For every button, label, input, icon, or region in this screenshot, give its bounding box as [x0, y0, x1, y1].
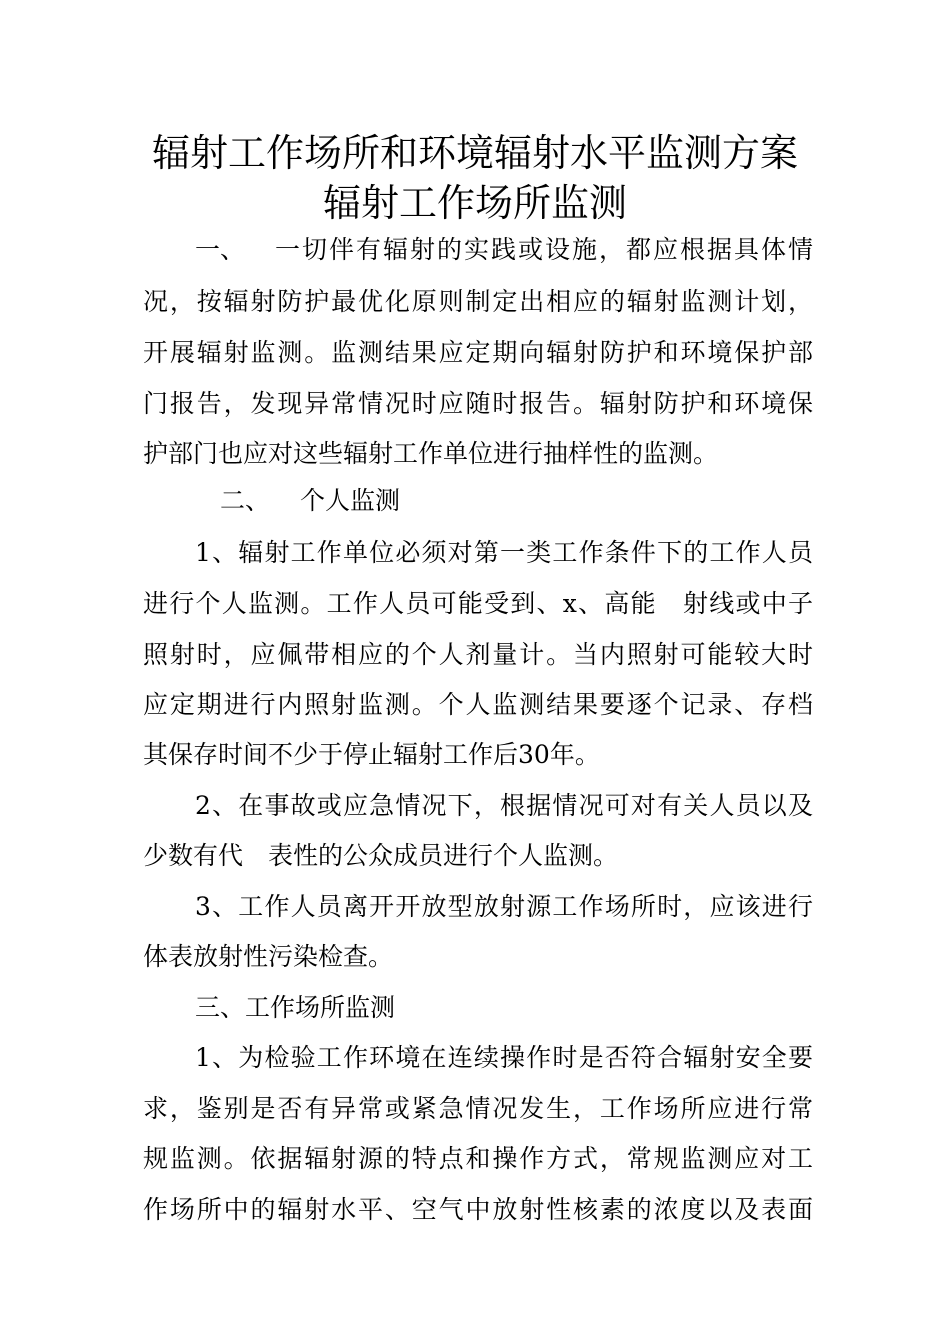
section2-number: 二、: [220, 486, 271, 515]
section2-item3-line: 3、工作人员离开开放型放射源工作场所时，应该进行: [195, 892, 813, 921]
section1-number: 一、: [195, 235, 246, 264]
section1-line: 一切伴有辐射的实践或设施，都应根据具体情: [275, 235, 813, 264]
section2-item1-line: 1、辐射工作单位必须对第一类工作条件下的工作人员: [195, 538, 813, 567]
section2-item1-line: 进行个人监测。工作人员可能受到、x、高能 射线或中子: [143, 589, 813, 618]
section3-item1-line: 1、为检验工作环境在连续操作时是否符合辐射安全要: [195, 1043, 813, 1072]
section2-item1-line: 其保存时间不少于停止辐射工作后30年。: [143, 740, 600, 769]
document-title: 辐射工作场所和环境辐射水平监测方案: [151, 131, 798, 175]
section1-line: 况，按辐射防护最优化原则制定出相应的辐射监测计划，: [143, 287, 813, 316]
section2-item1-line: 应定期进行内照射监测。个人监测结果要逐个记录、存档: [143, 690, 813, 719]
document-subtitle: 辐射工作场所监测: [322, 181, 627, 225]
section2-heading: 个人监测: [300, 486, 401, 515]
section2-item2-line: 2、在事故或应急情况下，根据情况可对有关人员以及: [195, 791, 813, 820]
section2-item2-line: 少数有代 表性的公众成员进行个人监测。: [143, 841, 619, 870]
section1-line: 护部门也应对这些辐射工作单位进行抽样性的监测。: [143, 439, 719, 468]
section2-item3-line: 体表放射性污染检查。: [143, 942, 394, 971]
section3-item1-line: 规监测。依据辐射源的特点和操作方式，常规监测应对工: [143, 1144, 813, 1173]
section3-item1-line: 作场所中的辐射水平、空气中放射性核素的浓度以及表面: [143, 1195, 813, 1224]
section3-heading: 三、工作场所监测: [195, 993, 396, 1022]
section3-item1-line: 求，鉴别是否有异常或紧急情况发生，工作场所应进行常: [143, 1094, 813, 1123]
section2-item1-line: 照射时，应佩带相应的个人剂量计。当内照射可能较大时: [143, 640, 813, 669]
section1-line: 门报告，发现异常情况时应随时报告。辐射防护和环境保: [143, 389, 813, 418]
section1-line: 开展辐射监测。监测结果应定期向辐射防护和环境保护部: [143, 338, 813, 367]
